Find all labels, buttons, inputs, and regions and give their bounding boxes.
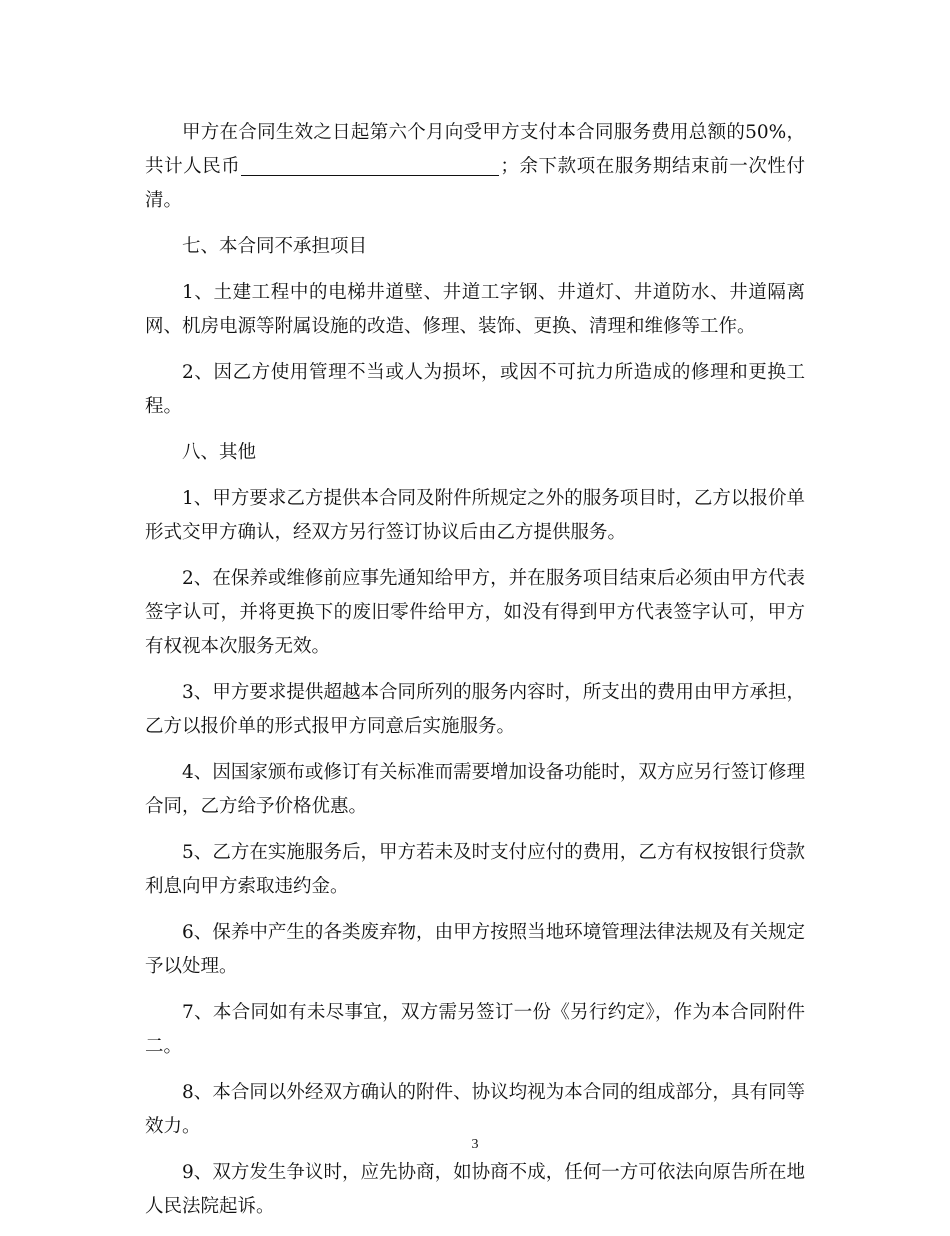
amount-blank-line (241, 155, 499, 176)
page-number: 3 (471, 1137, 479, 1152)
section-8-heading: 八、其他 (182, 442, 257, 463)
section-8-item-6: 6、保养中产生的各类废弃物，由甲方按照当地环境管理法律法规及有关规定予以处理。 (145, 922, 805, 977)
payment-clause-paragraph (145, 116, 805, 218)
payment-clause-text-end: ；余下款项在服务期结束前一次性付清。 (145, 156, 805, 211)
section-8-item-5: 5、乙方在实施服务后，甲方若未及时支付应付的费用，乙方有权按银行贷款利息向甲方索取违约金。 (145, 842, 805, 897)
section-8-item-7: 7、本合同如有未尽事宜，双方需另签订一份《另行约定》，作为本合同附件二。 (145, 1002, 805, 1057)
section-8-item-8: 8、本合同以外经双方确认的附件、协议均视为本合同的组成部分，具有同等效力。 (145, 1082, 805, 1137)
section-7-heading: 七、本合同不承担项目 (182, 236, 368, 257)
section-7-item-1: 1、土建工程中的电梯井道壁、井道工字钢、井道灯、井道防水、井道隔离网、机房电源等附属设施的改造、修理、装饰、更换、清理和维修等工作。 (145, 282, 805, 337)
section-7-item-2: 2、因乙方使用管理不当或人为损坏，或因不可抗力所造成的修理和更换工程。 (145, 362, 805, 417)
payment-clause-text: 甲方在合同生效之日起第六个月向受甲方支付本合同服务费用总额的50%，共计人民币 (145, 122, 805, 177)
section-8-item-4: 4、因国家颁布或修订有关标准而需要增加设备功能时，双方应另行签订修理合同，乙方给予价格优惠。 (145, 762, 805, 817)
section-8-item-1: 1、甲方要求乙方提供本合同及附件所规定之外的服务项目时，乙方以报价单形式交甲方确认，经双方另行签订协议后由乙方提供服务。 (145, 488, 805, 543)
section-8-item-9: 9、双方发生争议时，应先协商，如协商不成，任何一方可依法向原告所在地人民法院起诉。 (145, 1162, 805, 1217)
document-body (145, 116, 805, 1236)
section-8-item-2: 2、在保养或维修前应事先通知给甲方，并在服务项目结束后必须由甲方代表签字认可，并将更换下的废旧零件给甲方，如没有得到甲方代表签字认可，甲方有权视本次服务无效。 (145, 568, 805, 657)
section-8-item-3: 3、甲方要求提供超越本合同所列的服务内容时，所支出的费用由甲方承担，乙方以报价单的形式报甲方同意后实施服务。 (145, 682, 805, 737)
